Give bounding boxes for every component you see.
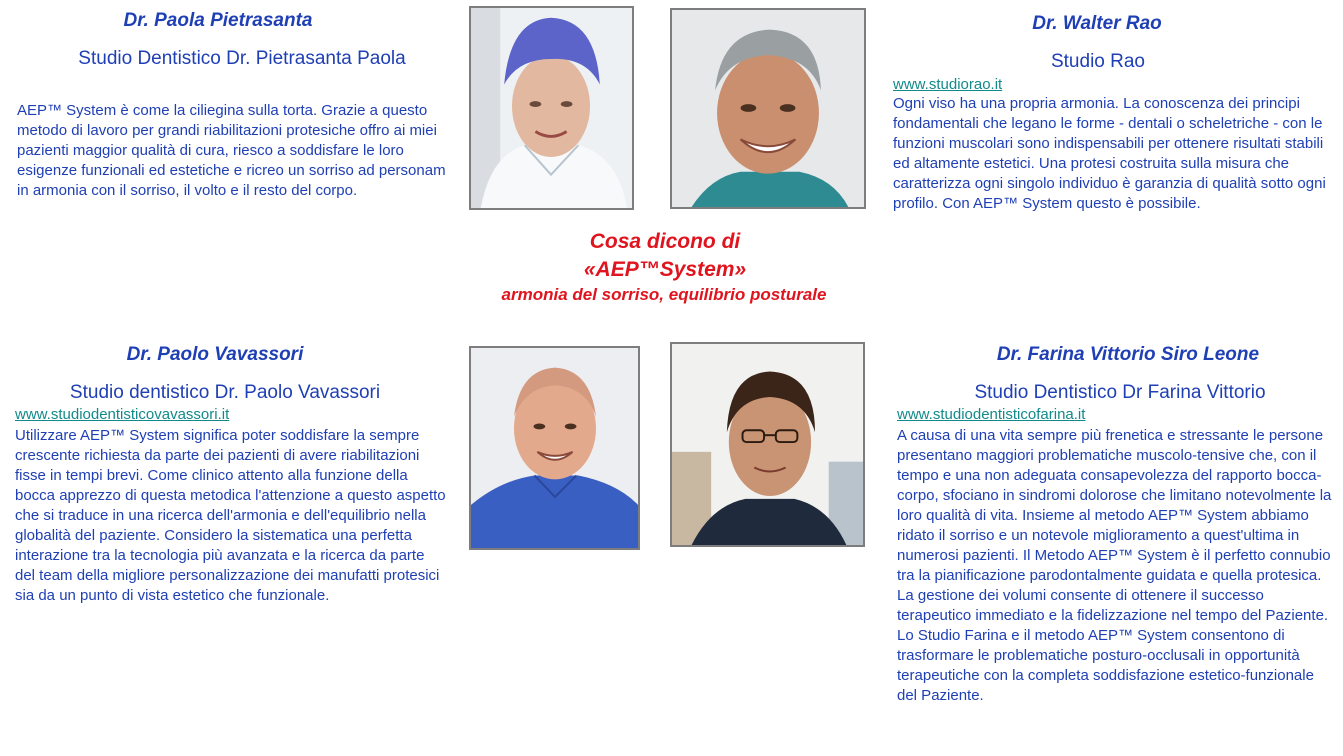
photo-farina [670, 342, 865, 547]
studio-name-pietrasanta: Studio Dentistico Dr. Pietrasanta Paola [78, 48, 406, 69]
testimonial-text-rao: Ogni viso ha una propria armonia. La conoscenza dei principi fondamentali che legano le forme - dentali o scheletriche - con le funzioni muscolari sono indispensabili per ottenere risultati stabili ed altamente estetici. Una protesi costruita sulla misura che caratterizza ogni singolo individuo è garanzia di qualità sotto ogni profilo. Con AEP™ System questo è possibile. [893, 95, 1326, 212]
studio-name-farina: Studio Dentistico Dr Farina Vittorio [974, 382, 1266, 403]
doctor-name-farina: Dr. Farina Vittorio Siro Leone [996, 344, 1260, 365]
website-link-vavassori[interactable]: www.studiodentisticovavassori.it [15, 406, 230, 423]
testimonial-text-pietrasanta: AEP™ System è come la ciliegina sulla torta. Grazie a questo metodo di lavoro per grandi riabilitazioni protesiche offro ai miei pazienti maggior qualità di cura, riesco a soddisfare le loro esigenze funzionali ed estetiche e ricreo un sorriso ad personam in armonia con il sorriso, il volto e il resto del corpo. [17, 102, 446, 199]
doctor-name-vavassori: Dr. Paolo Vavassori [126, 344, 304, 365]
heading-subtitle: armonia del sorriso, equilibrio posturale [501, 285, 827, 304]
photo-pietrasanta [469, 6, 634, 210]
website-link-farina[interactable]: www.studiodentisticofarina.it [897, 406, 1086, 423]
website-link-rao[interactable]: www.studiorao.it [893, 76, 1003, 93]
testimonial-text-vavassori: Utilizzare AEP™ System significa poter soddisfare la sempre crescente richiesta da parte dei pazienti di avere riabilitazioni fisse in tempi brevi. Come clinico attento alla funzione della bocca apprezzo di questa metodica l'attenzione a questo aspetto che si traduce in una ricerca dell'armonia e dell'equilibrio nella globalità del paziente. Considero la sistematica una perfetta interazione tra la tecnologia più avanzata e la ricerca da parte del team della migliore personalizzazione dei manufatti protesici sia da un punto di vista estetico che funzionale. [15, 427, 446, 604]
studio-name-rao: Studio Rao [1050, 51, 1145, 72]
photo-rao [670, 8, 866, 209]
photo-vavassori [469, 346, 640, 550]
heading-line2: «AEP™System» [583, 258, 747, 281]
doctor-name-rao: Dr. Walter Rao [1032, 13, 1162, 34]
heading-line1: Cosa dicono di [589, 230, 741, 253]
doctor-name-pietrasanta: Dr. Paola Pietrasanta [123, 10, 313, 31]
studio-name-vavassori: Studio dentistico Dr. Paolo Vavassori [69, 382, 381, 403]
testimonial-text-farina: A causa di una vita sempre più frenetica e stressante le persone presentano maggiori problematiche muscolo-tensive che, con il tempo e una non adeguata consapevolezza del rapporto bocca-corpo, sfociano in sindromi dolorose che limitano notevolmente la loro qualità di vita. Insieme al metodo AEP™ System abbiamo ridato il sorriso e un notevole miglioramento a quest'ultima in numerosi pazienti. Il Metodo AEP™ System è il perfetto connubio tra la pianificazione parodontalmente guidata e quella protesica. La gestione dei volumi consente di ottenere il successo terapeutico immediato e la fidelizzazione nel tempo del Paziente. Lo Studio Farina e il metodo AEP™ System consentono di trasformare le problematiche posturo-occlusali in opportunità terapeutiche con la completa soddisfazione estetico-funzionale del Paziente. [897, 427, 1332, 704]
